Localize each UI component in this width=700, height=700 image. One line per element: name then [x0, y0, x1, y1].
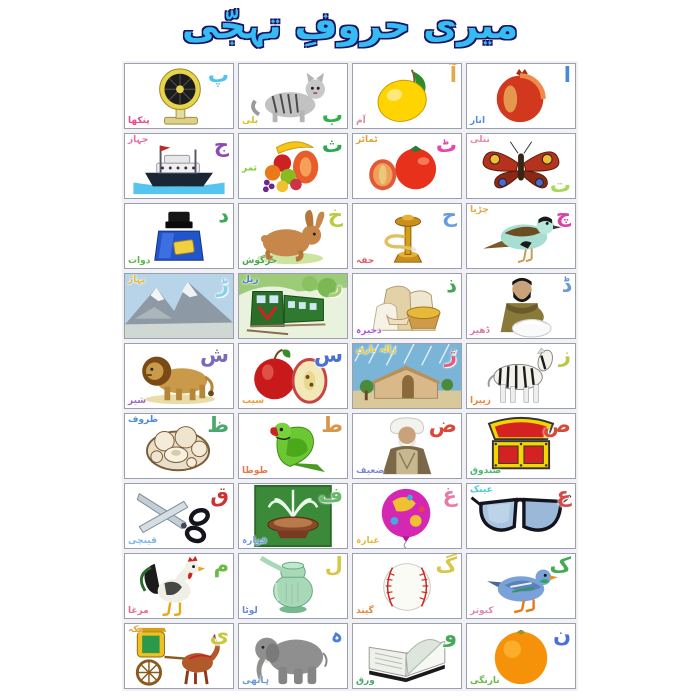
card-elephant — [238, 623, 348, 689]
card-old-man — [352, 413, 462, 479]
urdu-letter: ق — [210, 483, 229, 507]
urdu-letter: ص — [542, 413, 571, 437]
urdu-letter: خ — [327, 203, 343, 227]
word-label: ضعیف — [356, 466, 385, 476]
word-label: نارنگی — [470, 676, 500, 686]
card-pigeon — [466, 553, 576, 619]
word-label: آم — [356, 116, 366, 126]
urdu-letter: ح — [441, 203, 457, 227]
urdu-letter: ج — [213, 133, 229, 157]
card-lota — [238, 553, 348, 619]
word-label: عینک — [470, 485, 493, 495]
urdu-letter: ی — [209, 623, 229, 647]
card-scissors — [124, 483, 234, 549]
card-hail — [352, 343, 462, 409]
card-sacks — [352, 273, 462, 339]
card-train — [238, 273, 348, 339]
urdu-letter: ب — [321, 103, 343, 127]
word-label: ذخیرہ — [356, 326, 382, 336]
urdu-letter: ز — [558, 343, 571, 367]
card-fruits — [238, 133, 348, 199]
word-label: ریل — [242, 275, 259, 285]
card-apple — [238, 343, 348, 409]
card-ball — [352, 553, 462, 619]
urdu-letter: گ — [435, 553, 457, 577]
urdu-letter: د — [218, 203, 229, 227]
urdu-letter: ت — [549, 173, 571, 197]
urdu-letter: س — [314, 343, 343, 367]
word-label: تتلی — [470, 135, 490, 145]
poster-title: میری حروفِ تہجّی — [181, 4, 519, 47]
card-book — [352, 623, 462, 689]
word-label: ظروف — [128, 415, 159, 425]
card-rabbit — [238, 203, 348, 269]
word-label: چڑیا — [470, 205, 489, 215]
word-label: یکہ — [128, 625, 142, 635]
word-label: ثمر — [242, 163, 258, 174]
urdu-letter: ہ — [330, 623, 343, 647]
card-hookah — [352, 203, 462, 269]
card-rooster — [124, 553, 234, 619]
word-label: ژالہ باری — [356, 345, 397, 355]
card-fan — [124, 63, 234, 129]
urdu-letter: ل — [324, 553, 343, 577]
card-tomato — [352, 133, 462, 199]
card-orange — [466, 623, 576, 689]
urdu-letter: آ — [449, 63, 457, 87]
card-pomegranate — [466, 63, 576, 129]
word-label: گیند — [356, 606, 374, 616]
urdu-letter: چ — [555, 203, 571, 227]
urdu-letter: ا — [563, 63, 571, 87]
alphabet-grid — [124, 63, 576, 689]
urdu-letter: و — [443, 623, 457, 647]
card-mango — [352, 63, 462, 129]
word-label: جہاز — [128, 135, 149, 145]
card-horse-cart — [124, 623, 234, 689]
card-mountain — [124, 273, 234, 339]
urdu-letter: ر — [330, 273, 343, 297]
card-chest — [466, 413, 576, 479]
word-label: ورق — [356, 676, 375, 686]
word-label: صندوق — [470, 466, 502, 476]
card-zebra — [466, 343, 576, 409]
word-label: مرغا — [128, 606, 149, 616]
card-parrot — [238, 413, 348, 479]
urdu-letter: ث — [321, 133, 343, 157]
card-inkpot — [124, 203, 234, 269]
word-label: ٹماٹر — [356, 135, 378, 145]
word-label: فوارہ — [242, 536, 268, 546]
word-label: قینچی — [128, 536, 157, 546]
word-label: پنکھا — [128, 116, 150, 126]
word-label: سیب — [242, 396, 265, 406]
urdu-letter: ض — [428, 413, 457, 437]
word-label: لوٹا — [242, 606, 258, 616]
card-lion — [124, 343, 234, 409]
word-label: طوطا — [242, 466, 268, 476]
urdu-letter: ف — [318, 483, 343, 507]
urdu-letter: ن — [553, 623, 571, 647]
card-butterfly — [466, 133, 576, 199]
word-label: خرگوش — [242, 256, 278, 266]
word-label: ہاتھی — [242, 676, 270, 686]
urdu-letter: ع — [556, 483, 571, 507]
card-fountain — [238, 483, 348, 549]
word-label: ڈھیر — [470, 326, 490, 336]
urdu-letter: ک — [549, 553, 571, 577]
word-label: حقہ — [356, 256, 375, 266]
card-dishes — [124, 413, 234, 479]
urdu-letter: ژ — [444, 343, 457, 367]
urdu-letter: ظ — [207, 413, 229, 437]
word-label: بلی — [242, 116, 259, 126]
card-man-heap — [466, 273, 576, 339]
card-sparrow — [466, 203, 576, 269]
urdu-letter: ش — [200, 343, 229, 367]
card-cat — [238, 63, 348, 129]
mango-icon — [353, 64, 461, 128]
urdu-letter: غ — [442, 483, 457, 507]
urdu-letter: ڑ — [216, 273, 229, 297]
urdu-letter: پ — [207, 63, 229, 87]
word-label: غبارہ — [356, 536, 380, 546]
word-label: دوات — [128, 256, 151, 266]
card-balloon — [352, 483, 462, 549]
word-label: زیبرا — [470, 396, 491, 406]
card-sunglasses — [466, 483, 576, 549]
card-ship — [124, 133, 234, 199]
urdu-letter: ط — [321, 413, 343, 437]
urdu-letter: ٹ — [435, 133, 457, 157]
urdu-letter: ذ — [446, 273, 457, 297]
word-label: پہاڑ — [128, 275, 146, 285]
word-label: شیر — [128, 396, 147, 406]
urdu-letter: م — [213, 553, 229, 577]
word-label: انار — [470, 116, 486, 126]
urdu-letter: ڈ — [561, 273, 571, 297]
word-label: کبوتر — [470, 606, 494, 616]
